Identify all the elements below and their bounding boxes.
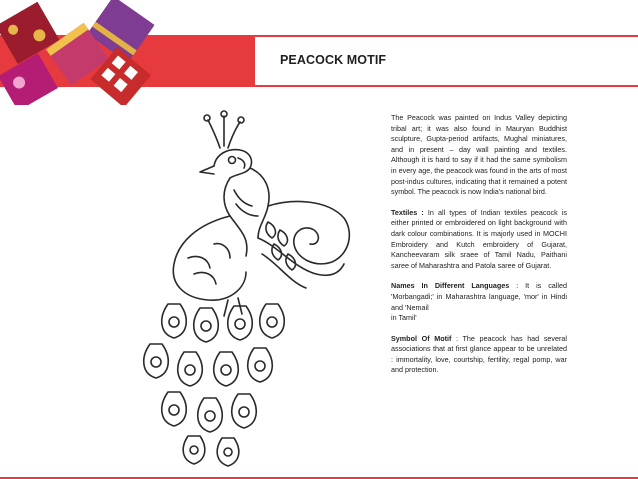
symbol-paragraph [391,334,567,376]
peacock-line-drawing [118,108,370,474]
symbol-heading: Symbol Of Motif [391,333,452,343]
textiles-paragraph [391,208,567,272]
names-heading: Names In Different Languages [391,281,510,291]
textiles-text: In all types of Indian textiles peacock is either printed or embroidered on light background with dark colour combinations. It is majorly used in MOCHI Embroidery and Kutch embroidery of Gujarat, Kancheevaram silk sraee of Tamil Nadu, Paithani saree of Maharashtra and Patola saree of Gujarat. [391,207,567,270]
slide-title: PEACOCK MOTIF [280,53,387,67]
textiles-heading: Textiles : [391,207,424,217]
intro-paragraph: The Peacock was painted on Indus Valley depicting tribal art; it was also found in Mauryan Buddhist sculpture, Gupta-period artifacts, Mughal miniatures, and in present – day wall painting and textiles. Although it is hard to say if it had the same symbolism in every age, the peacock was found in the arts of most post-indus cultures, indicating that it remained a potent symbol. The peacock is now India's national bird. [391,113,567,197]
names-text: : It is called 'Morbangadi;' in Maharashtra language, 'mor' in Hindi and 'Nemail [391,281,567,312]
content-column [391,113,567,386]
names-paragraph [391,281,567,323]
title-box [255,35,638,87]
names-text-tamil: in Tamil' [391,313,417,323]
symbol-text: : The peacock has had several associations that at first glance appear to be unrelated : immortality, love, courtship, fertility, regal pomp, war and protection. [391,333,567,375]
